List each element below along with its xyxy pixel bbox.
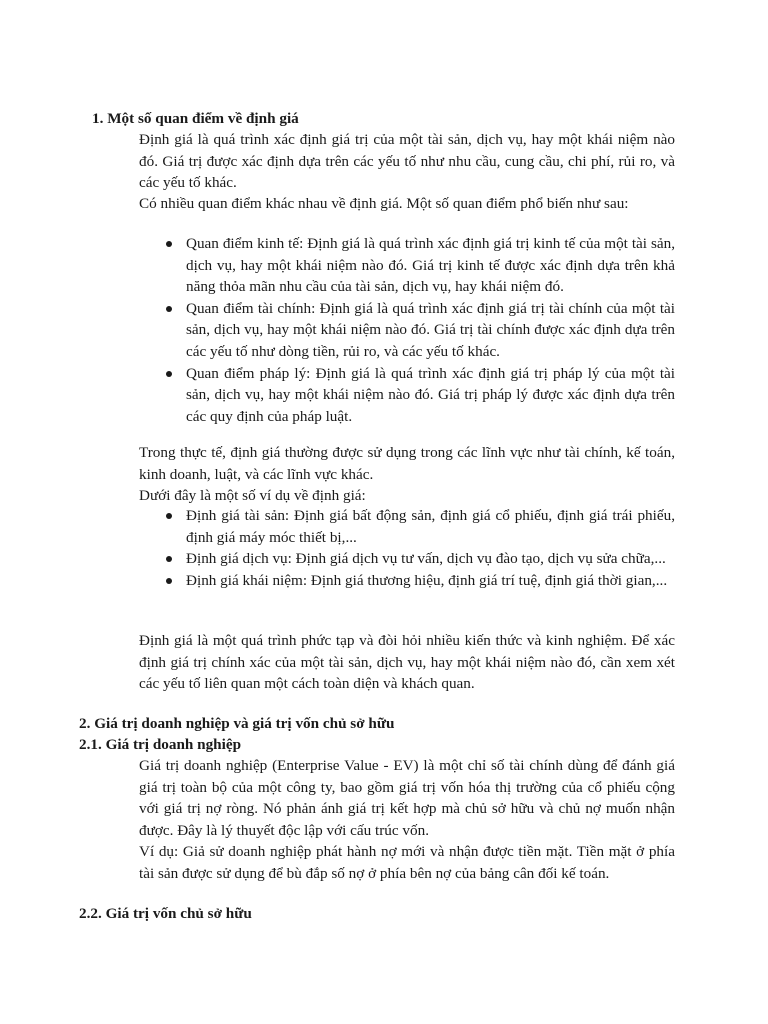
list-item bbox=[162, 570, 675, 592]
subsection-2-2-heading: 2.2. Giá trị vốn chủ sở hữu bbox=[79, 905, 252, 922]
enterprise-value-paragraph: Giá trị doanh nghiệp (Enterprise Value - EV) là một chỉ số tài chính dùng để đánh giá giá trị toàn bộ của một công ty, bao gồm giá trị vốn hóa thị trường của cổ phiếu cộng với giá trị nợ ròng. Nó phản ánh giá trị kết hợp mà chủ sở hữu và chủ nợ muốn nhận được. Đây là lý thuyết độc lập với cấu trúc vốn. bbox=[139, 757, 675, 839]
conclusion-paragraph: Định giá là một quá trình phức tạp và đòi hỏi nhiều kiến thức và kinh nghiệm. Để xác định giá trị chính xác của một tài sản, dịch vụ, hay một khái niệm nào đó, cần xem xét các yếu tố liên quan một cách toàn diện và khách quan. bbox=[139, 632, 675, 693]
view-economic-text: Quan điểm kinh tế: Định giá là quá trình xác định giá trị kinh tế của một tài sản, dịch vụ, hay một khái niệm nào đó. Giá trị kinh tế được xác định dựa trên khả năng thỏa mãn nhu cầu của tài sản, dịch vụ, hay khái niệm đó. bbox=[186, 235, 675, 296]
bullet-icon bbox=[166, 513, 172, 519]
enterprise-value-example: Ví dụ: Giả sử doanh nghiệp phát hành nợ mới và nhận được tiền mặt. Tiền mặt ở phía tài sản được sử dụng để bù đắp số nợ ở phía bên nợ của bảng cân đối kế toán. bbox=[139, 843, 675, 882]
example-concept-text: Định giá khái niệm: Định giá thương hiệu, định giá trí tuệ, định giá thời gian,... bbox=[186, 571, 668, 589]
section-1-heading: 1. Một số quan điểm về định giá bbox=[92, 110, 299, 127]
list-item bbox=[162, 505, 675, 548]
example-service-text: Định giá dịch vụ: Định giá dịch vụ tư vấn, dịch vụ đào tạo, dịch vụ sửa chữa,... bbox=[186, 550, 666, 568]
list-item bbox=[162, 233, 675, 298]
examples-lead-paragraph: Dưới đây là một số ví dụ về định giá: bbox=[139, 487, 366, 504]
practice-paragraph: Trong thực tế, định giá thường được sử dụng trong các lĩnh vực như tài chính, kế toán, kinh doanh, luật, và các lĩnh vực khác. bbox=[139, 444, 675, 483]
subsection-2-1-heading: 2.1. Giá trị doanh nghiệp bbox=[79, 736, 242, 753]
section-2-heading: 2. Giá trị doanh nghiệp và giá trị vốn chủ sở hữu bbox=[79, 715, 395, 732]
examples-list bbox=[162, 505, 675, 591]
list-item bbox=[162, 298, 675, 363]
views-list bbox=[162, 233, 675, 427]
bullet-icon bbox=[166, 241, 172, 247]
bullet-icon bbox=[166, 578, 172, 584]
list-item bbox=[162, 363, 675, 428]
bullet-icon bbox=[166, 556, 172, 562]
view-legal-text: Quan điểm pháp lý: Định giá là quá trình xác định giá trị pháp lý của một tài sản, dịch vụ, hay một khái niệm nào đó. Giá trị pháp lý được xác định dựa trên các quy định của pháp luật. bbox=[186, 364, 675, 425]
views-lead-paragraph: Có nhiều quan điểm khác nhau về định giá. Một số quan điểm phổ biến như sau: bbox=[139, 195, 629, 212]
example-asset-text: Định giá tài sản: Định giá bất động sản, định giá cổ phiếu, định giá trái phiếu, định giá máy móc thiết bị,... bbox=[186, 507, 675, 546]
list-item bbox=[162, 548, 675, 570]
view-financial-text: Quan điểm tài chính: Định giá là quá trình xác định giá trị tài chính của một tài sản, dịch vụ, hay một khái niệm nào đó. Giá trị tài chính được xác định dựa trên các yếu tố như dòng tiền, rủi ro, và các yếu tố khác. bbox=[186, 299, 675, 360]
intro-paragraph: Định giá là quá trình xác định giá trị của một tài sản, dịch vụ, hay một khái niệm nào đó. Giá trị được xác định dựa trên các yếu tố như nhu cầu, cung cầu, chi phí, rủi ro, và các yếu tố khác. bbox=[139, 131, 675, 192]
bullet-icon bbox=[166, 306, 172, 312]
bullet-icon bbox=[166, 371, 172, 377]
